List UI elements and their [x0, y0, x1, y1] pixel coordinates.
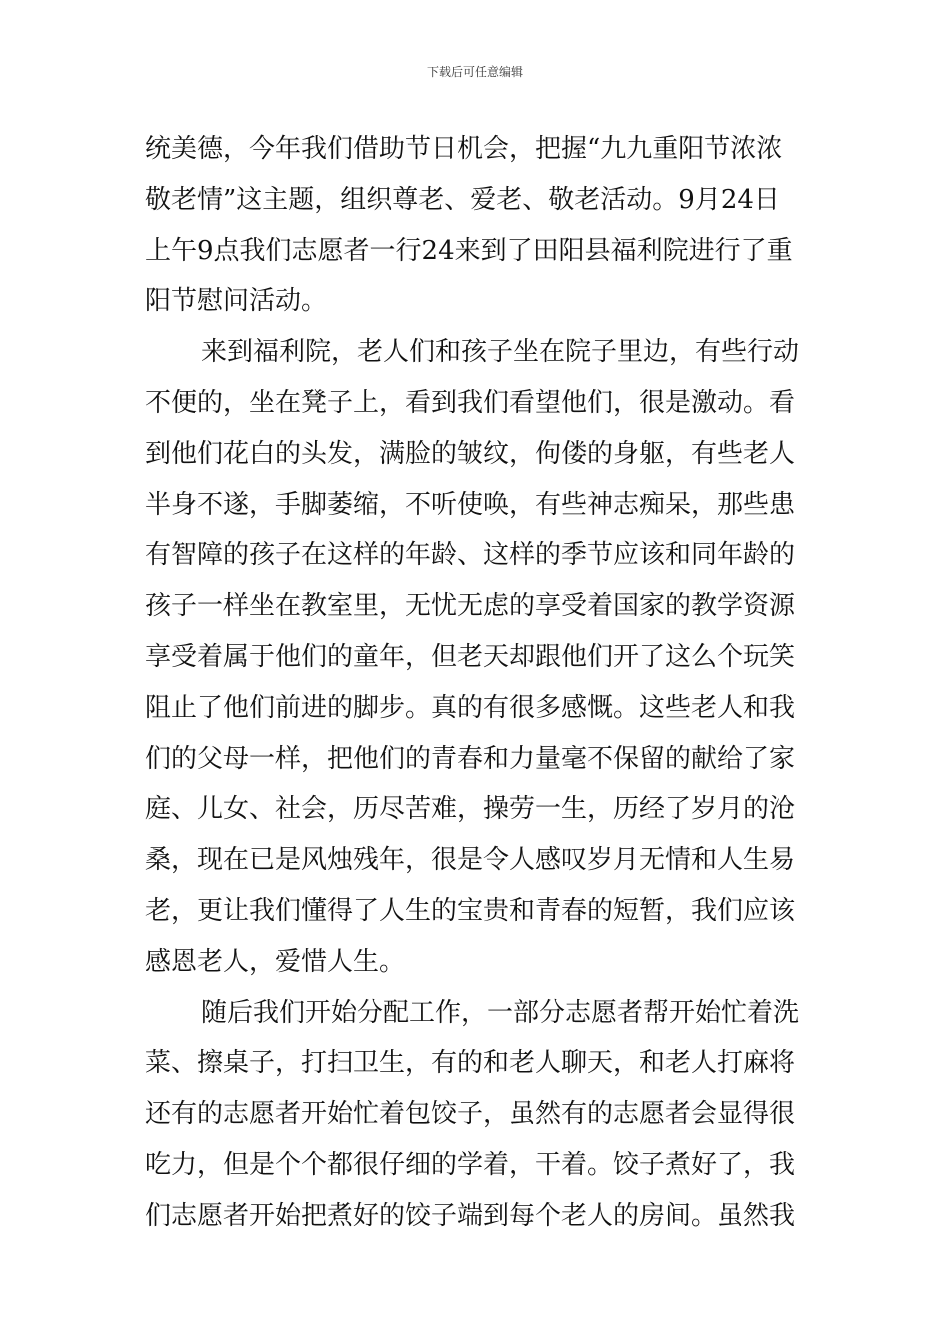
text-line: 孩子一样坐在教室里，无忧无虑的享受着国家的教学资源: [145, 591, 796, 622]
text-line: 桑，现在已是风烛残年，很是令人感叹岁月无情和人生易: [145, 845, 796, 876]
page-header-note: 下载后可任意编辑: [426, 65, 523, 79]
text-line: 随后我们开始分配工作，一部分志愿者帮开始忙着洗: [201, 997, 800, 1028]
document-body: [145, 124, 815, 1242]
text-line: 有智障的孩子在这样的年龄、这样的季节应该和同年龄的: [145, 540, 796, 571]
text-line: 菜、擦桌子，打扫卫生，有的和老人聊天，和老人打麻将: [145, 1048, 796, 1079]
text-line: 来到福利院，老人们和孩子坐在院子里边，有些行动: [201, 337, 800, 368]
text-line: 还有的志愿者开始忙着包饺子，虽然有的志愿者会显得很: [145, 1099, 796, 1130]
text-line: 统美德，今年我们借助节日机会，把握“九九重阳节浓浓: [145, 134, 783, 164]
text-line: 阻止了他们前进的脚步。真的有很多感慨。这些老人和我: [145, 692, 796, 723]
text-line: 到他们花白的头发，满脸的皱纹，佝偻的身躯，有些老人: [145, 438, 796, 469]
text-line: 们志愿者开始把煮好的饺子端到每个老人的房间。虽然我: [145, 1200, 796, 1231]
text-line: 庭、儿女、社会，历尽苦难，操劳一生，历经了岁月的沧: [145, 794, 796, 825]
text-line: 上午9点我们志愿者一行24来到了田阳县福利院进行了重: [145, 235, 793, 266]
text-line: 阳节慰问活动。: [145, 286, 328, 317]
text-line: 老，更让我们懂得了人生的宝贵和青春的短暂，我们应该: [145, 895, 796, 926]
text-line: 半身不遂，手脚萎缩，不听使唤，有些神志痴呆，那些患: [145, 489, 796, 520]
text-line: 吃力，但是个个都很仔细的学着，干着。饺子煮好了，我: [145, 1149, 796, 1180]
text-line: 们的父母一样，把他们的青春和力量毫不保留的献给了家: [145, 743, 796, 774]
text-line: 敬老情”这主题，组织尊老、爱老、敬老活动。9月24日: [145, 184, 780, 215]
text-line: 不便的，坐在凳子上，看到我们看望他们，很是激动。看: [145, 387, 796, 418]
text-line: 感恩老人，爱惜人生。: [145, 946, 406, 977]
text-line: 享受着属于他们的童年，但老天却跟他们开了这么个玩笑: [145, 641, 796, 672]
